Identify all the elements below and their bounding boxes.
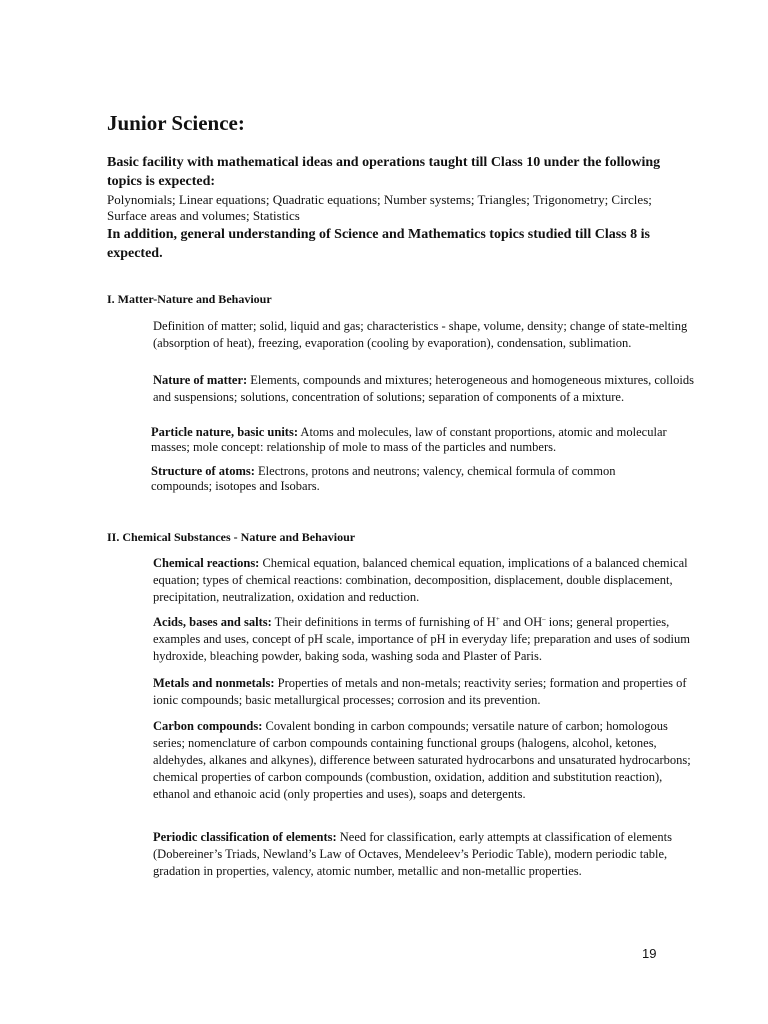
- superscript-plus: +: [495, 614, 500, 623]
- paragraph-body: Need for classification, early attempts at classification of elements (Dobereiner’s Triads, Newland’s Law of Octaves, Mendeleev’s Periodic Table), modern periodic table, gradation in properties, valency, atomic number, metallic and non-metallic properties.: [153, 830, 672, 878]
- page-number: 19: [642, 946, 657, 961]
- paragraph-body: ions; general properties, examples and uses, concept of pH scale, importance of pH in everyday life; preparation and uses of sodium hydroxide, bleaching powder, baking soda, washing soda and Plaster of Paris.: [153, 615, 690, 663]
- paragraph-acids-bases-salts: [153, 614, 698, 665]
- paragraph-nature-of-matter: [153, 372, 698, 406]
- section-heading-chemical-substances: II. Chemical Substances - Nature and Behaviour: [107, 530, 356, 544]
- paragraph-metals-nonmetals: [153, 675, 698, 709]
- paragraph-carbon-compounds: [153, 718, 698, 803]
- intro-topics: Polynomials; Linear equations; Quadratic equations; Number systems; Triangles; Trigonometry; Circles; Surface areas and volumes; Statistics: [107, 192, 652, 223]
- paragraph-lead: Structure of atoms:: [151, 464, 255, 478]
- paragraph-body: Atoms and molecules, law of constant proportions, atomic and molecular masses; mole concept: relationship of mole to mass of the particles and numbers.: [151, 425, 667, 454]
- page-title: Junior Science:: [107, 111, 245, 135]
- paragraph-particle-nature: [151, 425, 696, 455]
- paragraph-body: Their definitions in terms of furnishing of H: [271, 615, 496, 629]
- paragraph-body: and OH: [499, 615, 543, 629]
- paragraph-chemical-reactions: [153, 555, 698, 606]
- paragraph-lead: Periodic classification of elements:: [153, 830, 337, 844]
- superscript-minus: –: [542, 614, 546, 623]
- paragraph-lead: Carbon compounds:: [153, 719, 263, 733]
- paragraph-structure-of-atoms: [151, 464, 671, 494]
- paragraph-body: Covalent bonding in carbon compounds; versatile nature of carbon; homologous series; nomenclature of carbon compounds containing functional groups (halogens, alcohol, ketones, aldehydes, alkanes and alkynes), difference between saturated hydrocarbons and unsaturated hydrocarbons; chemical properties of carbon compounds (combustion, oxidation, addition and substitution reaction), ethanol and ethanoic acid (only properties and uses), soaps and detergents.: [153, 719, 691, 801]
- paragraph-body: Elements, compounds and mixtures; heterogeneous and homogeneous mixtures, colloids and suspensions; solutions, concentration of solutions; separation of components of a mixture.: [153, 373, 694, 404]
- paragraph-definition-of-matter: Definition of matter; solid, liquid and gas; characteristics - shape, volume, density; change of state-melting (absorption of heat), freezing, evaporation (cooling by evaporation), condensation, sublimation.: [153, 319, 688, 350]
- paragraph-periodic-classification: [153, 829, 698, 880]
- paragraph-lead: Nature of matter:: [153, 373, 248, 387]
- paragraph-body: Electrons, protons and neutrons; valency, chemical formula of common compounds; isotopes and Isobars.: [151, 464, 616, 493]
- paragraph-lead: Chemical reactions:: [153, 556, 260, 570]
- section-heading-matter: I. Matter-Nature and Behaviour: [107, 292, 272, 306]
- paragraph-lead: Metals and nonmetals:: [153, 676, 275, 690]
- paragraph-body: Properties of metals and non-metals; reactivity series; formation and properties of ionic compounds; basic metallurgical processes; corrosion and its prevention.: [153, 676, 687, 707]
- paragraph-lead: Particle nature, basic units:: [151, 425, 298, 439]
- paragraph-lead: Acids, bases and salts:: [153, 615, 272, 629]
- intro-requirement: Basic facility with mathematical ideas and operations taught till Class 10 under the following topics is expected:: [107, 155, 661, 189]
- intro-additional: In addition, general understanding of Science and Mathematics topics studied till Class 8 is expected.: [107, 227, 650, 261]
- paragraph-body: Chemical equation, balanced chemical equation, implications of a balanced chemical equation; types of chemical reactions: combination, decomposition, displacement, double displacement, precipitation, neutralization, oxidation and reduction.: [153, 556, 688, 604]
